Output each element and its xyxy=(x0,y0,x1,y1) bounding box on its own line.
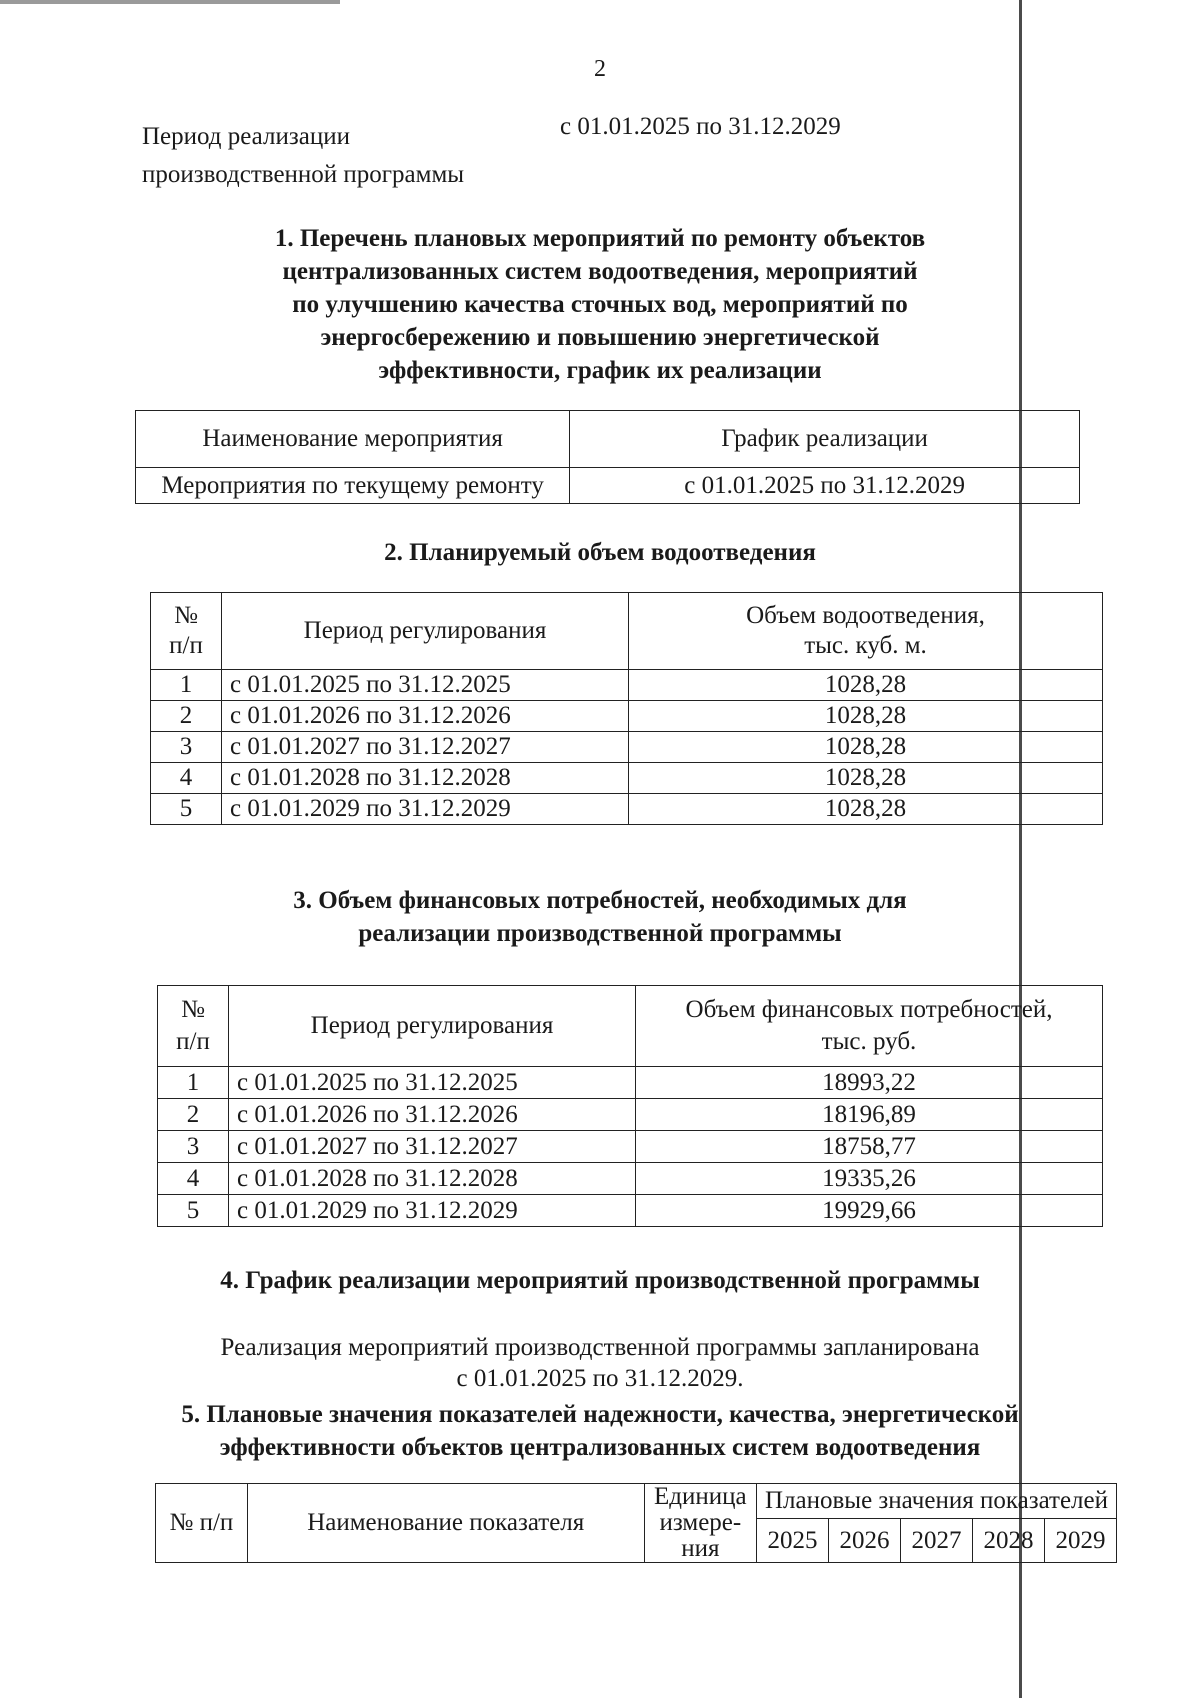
header-year: 2029 xyxy=(1044,1519,1116,1563)
cell-period: с 01.01.2025 по 31.12.2025 xyxy=(229,1067,636,1099)
page-number: 2 xyxy=(594,56,606,82)
section2-title: 2. Планируемый объем водоотведения xyxy=(384,539,816,566)
header-no-line: № xyxy=(181,996,205,1023)
table-row xyxy=(158,1067,1103,1099)
cell-volume: 1028,28 xyxy=(629,732,1103,763)
table-row xyxy=(136,468,1080,504)
header-year: 2028 xyxy=(972,1519,1044,1563)
header-unit-line: измере- xyxy=(659,1509,742,1536)
table-row xyxy=(151,794,1103,825)
header-volume-line: тыс. куб. м. xyxy=(804,632,927,659)
section1-title-line: по улучшению качества сточных вод, мероприятий по xyxy=(292,291,908,318)
cell-row-number: 3 xyxy=(158,1131,229,1163)
table-header-row xyxy=(158,986,1103,1067)
cell-financial-needs: 18196,89 xyxy=(636,1099,1103,1131)
section5-title-line: эффективности объектов централизованных систем водоотведения xyxy=(219,1434,981,1461)
header-period: Период регулирования xyxy=(222,593,629,670)
period-label xyxy=(142,118,464,194)
cell-period: с 01.01.2027 по 31.12.2027 xyxy=(222,732,629,763)
indicators-table xyxy=(155,1483,1117,1563)
header-row-number xyxy=(151,593,222,670)
cell-financial-needs: 19335,26 xyxy=(636,1163,1103,1195)
cell-schedule: с 01.01.2025 по 31.12.2029 xyxy=(570,468,1080,504)
section4-text-line: Реализация мероприятий производственной программы запланирована xyxy=(220,1334,980,1361)
section3-title xyxy=(0,884,1200,950)
cell-financial-needs: 19929,66 xyxy=(636,1195,1103,1227)
table-row xyxy=(151,732,1103,763)
financial-needs-table xyxy=(157,985,1103,1227)
cell-period: с 01.01.2029 по 31.12.2029 xyxy=(222,794,629,825)
section1-title-line: централизованных систем водоотведения, мероприятий xyxy=(282,258,918,285)
cell-row-number: 2 xyxy=(158,1099,229,1131)
section4-text xyxy=(0,1332,1200,1394)
header-no-line: № xyxy=(174,602,198,629)
cell-row-number: 1 xyxy=(151,670,222,701)
table-header-row xyxy=(156,1484,1117,1519)
header-no-line: п/п xyxy=(169,632,203,659)
cell-volume: 1028,28 xyxy=(629,794,1103,825)
header-activity-name: Наименование мероприятия xyxy=(136,411,570,468)
cell-financial-needs: 18993,22 xyxy=(636,1067,1103,1099)
cell-row-number: 3 xyxy=(151,732,222,763)
cell-period: с 01.01.2026 по 31.12.2026 xyxy=(229,1099,636,1131)
cell-row-number: 4 xyxy=(151,763,222,794)
cell-row-number: 5 xyxy=(151,794,222,825)
period-label-line: производственной программы xyxy=(142,161,465,188)
section5-title xyxy=(0,1398,1200,1464)
header-financial-needs xyxy=(636,986,1103,1067)
period-value: с 01.01.2025 по 31.12.2029 xyxy=(560,113,841,140)
table-row xyxy=(151,763,1103,794)
cell-period: с 01.01.2028 по 31.12.2028 xyxy=(222,763,629,794)
section1-title-line: энергосбережению и повышению энергетической xyxy=(320,324,880,351)
header-schedule: График реализации xyxy=(570,411,1080,468)
header-year: 2027 xyxy=(900,1519,972,1563)
header-volume xyxy=(629,593,1103,670)
cell-volume: 1028,28 xyxy=(629,763,1103,794)
header-period: Период регулирования xyxy=(229,986,636,1067)
cell-period: с 01.01.2029 по 31.12.2029 xyxy=(229,1195,636,1227)
period-label-line: Период реализации xyxy=(142,123,350,150)
cell-volume: 1028,28 xyxy=(629,701,1103,732)
table-row xyxy=(158,1131,1103,1163)
header-unit xyxy=(644,1484,756,1563)
cell-row-number: 1 xyxy=(158,1067,229,1099)
section5-title-line: 5. Плановые значения показателей надежности, качества, энергетической xyxy=(181,1401,1019,1428)
section1-title xyxy=(0,222,1200,387)
wastewater-volume-table xyxy=(150,592,1103,825)
cell-period: с 01.01.2027 по 31.12.2027 xyxy=(229,1131,636,1163)
section3-title-line: реализации производственной программы xyxy=(358,920,842,947)
header-financial-line: тыс. руб. xyxy=(821,1028,917,1055)
header-unit-line: Единица xyxy=(654,1483,747,1510)
header-planned-values: Плановые значения показателей xyxy=(756,1484,1116,1519)
cell-period: с 01.01.2026 по 31.12.2026 xyxy=(222,701,629,732)
header-unit-line: ния xyxy=(681,1535,720,1562)
section1-title-line: эффективности, график их реализации xyxy=(378,357,822,384)
cell-row-number: 4 xyxy=(158,1163,229,1195)
table-header-row xyxy=(136,411,1080,468)
table-row xyxy=(158,1163,1103,1195)
cell-period: с 01.01.2028 по 31.12.2028 xyxy=(229,1163,636,1195)
cell-row-number: 2 xyxy=(151,701,222,732)
header-financial-line: Объем финансовых потребностей, xyxy=(685,996,1053,1023)
cell-volume: 1028,28 xyxy=(629,670,1103,701)
header-indicator-name: Наименование показателя xyxy=(247,1484,644,1563)
table-row xyxy=(151,670,1103,701)
section3-title-line: 3. Объем финансовых потребностей, необходимых для xyxy=(293,887,907,914)
section1-title-line: 1. Перечень плановых мероприятий по ремонту объектов xyxy=(274,225,926,252)
header-row-number xyxy=(158,986,229,1067)
activities-table xyxy=(135,410,1080,504)
cell-row-number: 5 xyxy=(158,1195,229,1227)
section4-text-line: с 01.01.2025 по 31.12.2029. xyxy=(456,1365,744,1392)
cell-activity-name: Мероприятия по текущему ремонту xyxy=(136,468,570,504)
header-year: 2026 xyxy=(828,1519,900,1563)
section4-title: 4. График реализации мероприятий производственной программы xyxy=(220,1267,980,1294)
header-row-number: № п/п xyxy=(156,1484,248,1563)
header-volume-line: Объем водоотведения, xyxy=(746,602,985,629)
scan-artifact-top xyxy=(0,0,340,4)
header-year: 2025 xyxy=(756,1519,828,1563)
cell-period: с 01.01.2025 по 31.12.2025 xyxy=(222,670,629,701)
table-row xyxy=(158,1195,1103,1227)
table-row xyxy=(151,701,1103,732)
cell-financial-needs: 18758,77 xyxy=(636,1131,1103,1163)
table-header-row xyxy=(151,593,1103,670)
header-no-line: п/п xyxy=(176,1028,210,1055)
table-row xyxy=(158,1099,1103,1131)
